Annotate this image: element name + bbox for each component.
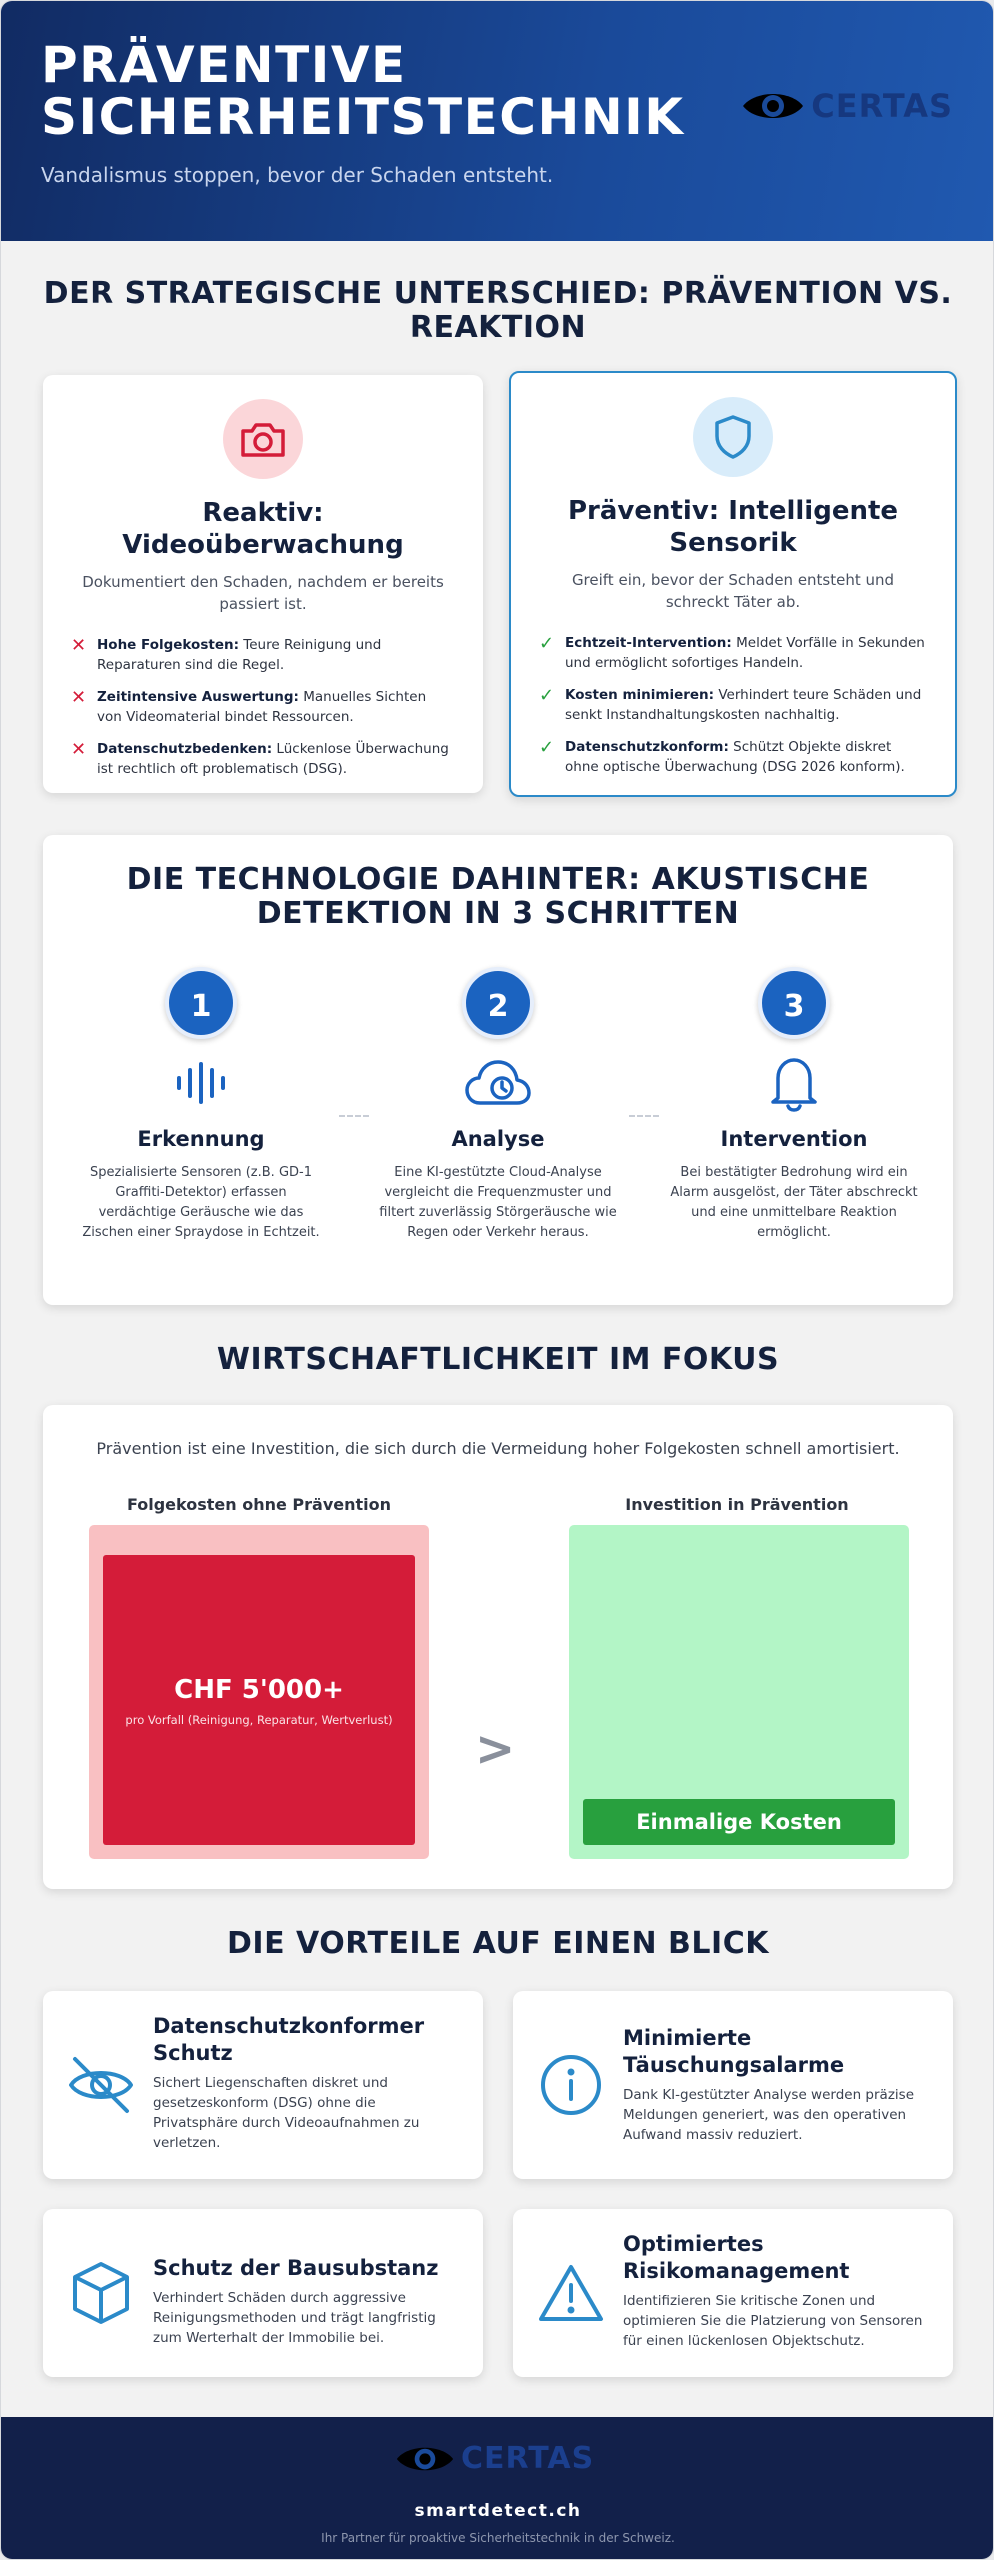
preventive-points bbox=[539, 633, 927, 777]
footer-tagline: Ihr Partner für proaktive Sicherheitstechnik in der Schweiz. bbox=[321, 2531, 675, 2545]
preventive-card bbox=[509, 371, 957, 797]
economics-title: WIRTSCHAFTLICHKEIT IM FOKUS bbox=[216, 1342, 780, 1377]
warning-icon bbox=[537, 2259, 605, 2327]
list-item: ✓ Kosten minimieren: Verhindert teure Schäden und senkt Instandhaltungskosten nachhaltig. bbox=[539, 685, 922, 723]
step-text: Spezialisierte Sensoren (z.B. GD-1 Graffiti-Detektor) erfassen verdächtige Geräusche wie das Zischen einer Spraydose in Echtzeit. bbox=[82, 1165, 320, 1240]
camera-icon bbox=[223, 399, 303, 479]
hero-header bbox=[1, 1, 993, 241]
benefit-title: Minimierte Täuschungsalarme bbox=[623, 2026, 845, 2077]
page-title: PRÄVENTIVE SICHERHEITSTECHNIK bbox=[41, 36, 685, 146]
step-number: 3 bbox=[758, 967, 830, 1039]
technology-card bbox=[43, 835, 953, 1305]
list-item: ✓ Echtzeit-Intervention: Meldet Vorfälle in Sekunden und ermöglicht sofortiges Handeln. bbox=[539, 633, 925, 671]
benefit-text: Dank KI-gestützter Analyse werden präzise Meldungen generiert, was den operativen Aufwand massiv reduziert. bbox=[623, 2087, 915, 2143]
page-subtitle: Vandalismus stoppen, bevor der Schaden entsteht. bbox=[41, 163, 554, 187]
reactive-heading: Reaktiv: Videoüberwachung bbox=[122, 498, 404, 560]
benefit-card bbox=[513, 2209, 953, 2377]
step-title: Erkennung bbox=[137, 1127, 265, 1151]
footer-url[interactable]: smartdetect.ch bbox=[414, 2501, 582, 2521]
eye-logo-icon bbox=[741, 88, 805, 124]
economics-intro: Prävention ist eine Investition, die sich durch die Vermeidung hoher Folgekosten schnell amortisiert. bbox=[96, 1439, 900, 1458]
brand-logo bbox=[741, 87, 953, 125]
check-icon: ✓ bbox=[539, 633, 555, 654]
step-title: Analyse bbox=[451, 1127, 545, 1151]
shield-icon bbox=[693, 397, 773, 477]
bell-icon bbox=[669, 1053, 919, 1113]
cube-icon bbox=[67, 2259, 135, 2327]
cross-icon: ✕ bbox=[71, 635, 87, 656]
benefit-title: Datenschutzkonformer Schutz bbox=[153, 2014, 425, 2065]
check-icon: ✓ bbox=[539, 737, 555, 758]
list-item: ✕ Hohe Folgekosten: Teure Reinigung und Reparaturen sind die Regel. bbox=[71, 635, 382, 673]
step-text: Eine KI-gestützte Cloud-Analyse vergleicht die Frequenzmuster und filtert zuverlässig Störgeräusche wie Regen oder Verkehr heraus. bbox=[379, 1165, 617, 1240]
comparison-symbol: > bbox=[475, 1721, 516, 1777]
economics-card bbox=[43, 1405, 953, 1889]
benefit-title: Optimiertes Risikomanagement bbox=[623, 2232, 850, 2283]
cross-icon: ✕ bbox=[71, 687, 87, 708]
step-text: Bei bestätigter Bedrohung wird ein Alarm ausgelöst, der Täter abschreckt und eine unmittelbare Reaktion ermöglicht. bbox=[670, 1165, 918, 1240]
step-connector bbox=[339, 1115, 369, 1117]
cost-bar bbox=[103, 1555, 415, 1845]
reactive-desc: Dokumentiert den Schaden, nachdem er bereits passiert ist. bbox=[82, 573, 444, 613]
step-2 bbox=[373, 967, 623, 1243]
technology-title: DIE TECHNOLOGIE DAHINTER: AKUSTISCHE DETEKTION IN 3 SCHRITTEN bbox=[126, 862, 870, 931]
step-title: Intervention bbox=[720, 1127, 868, 1151]
check-icon: ✓ bbox=[539, 685, 555, 706]
benefit-title: Schutz der Bausubstanz bbox=[153, 2256, 439, 2280]
footer bbox=[1, 2417, 994, 2560]
preventive-heading: Präventiv: Intelligente Sensorik bbox=[567, 496, 899, 558]
right-bar-label: Investition in Prävention bbox=[625, 1495, 849, 1514]
step-number: 1 bbox=[165, 967, 237, 1039]
cloud-clock-icon bbox=[373, 1053, 623, 1113]
investment-bar: Einmalige Kosten bbox=[583, 1799, 895, 1845]
step-3 bbox=[669, 967, 919, 1243]
list-item: ✕ Datenschutzbedenken: Lückenlose Überwachung ist rechtlich oft problematisch (DSG). bbox=[71, 739, 449, 777]
investment-bar-container bbox=[569, 1525, 909, 1859]
cost-amount: CHF 5'000+ bbox=[174, 1675, 344, 1705]
step-connector bbox=[629, 1115, 659, 1117]
benefit-text: Sichert Liegenschaften diskret und gesetzeskonform (DSG) ohne die Privatsphäre durch Videoaufnahmen zu verletzen. bbox=[153, 2075, 420, 2151]
reactive-points bbox=[71, 635, 455, 779]
list-item: ✓ Datenschutzkonform: Schützt Objekte diskret ohne optische Überwachung (DSG 2026 konform). bbox=[539, 737, 905, 775]
step-1 bbox=[76, 967, 326, 1243]
benefit-card bbox=[513, 1991, 953, 2179]
cost-bar-container bbox=[89, 1525, 429, 1859]
eye-logo-icon bbox=[395, 2442, 455, 2476]
cost-note: pro Vorfall (Reinigung, Reparatur, Wertverlust) bbox=[125, 1713, 393, 1727]
footer-brand-logo bbox=[395, 2441, 594, 2476]
steps bbox=[43, 967, 953, 1287]
benefit-card bbox=[43, 2209, 483, 2377]
list-item: ✕ Zeitintensive Auswertung: Manuelles Sichten von Videomaterial bindet Ressourcen. bbox=[71, 687, 427, 725]
info-icon bbox=[537, 2051, 605, 2119]
brand-name: CERTAS bbox=[811, 87, 953, 125]
waveform-icon bbox=[76, 1053, 326, 1113]
cross-icon: ✕ bbox=[71, 739, 87, 760]
step-number: 2 bbox=[462, 967, 534, 1039]
footer-brand-name: CERTAS bbox=[461, 2441, 595, 2476]
comparison-title: DER STRATEGISCHE UNTERSCHIED: PRÄVENTION VS. REAKTION bbox=[43, 276, 953, 345]
reactive-card bbox=[43, 375, 483, 793]
benefit-text: Verhindert Schäden durch aggressive Reinigungsmethoden und trägt langfristig zum Werterhalt der Immobilie bei. bbox=[153, 2290, 436, 2346]
benefit-card bbox=[43, 1991, 483, 2179]
preventive-desc: Greift ein, bevor der Schaden entsteht und schreckt Täter ab. bbox=[571, 571, 895, 611]
left-bar-label: Folgekosten ohne Prävention bbox=[126, 1495, 392, 1514]
benefits-title: DIE VORTEILE AUF EINEN BLICK bbox=[227, 1926, 769, 1961]
eye-slash-icon bbox=[67, 2051, 135, 2119]
benefit-text: Identifizieren Sie kritische Zonen und optimieren Sie die Platzierung von Sensoren für einen lückenlosen Objektschutz. bbox=[623, 2293, 923, 2349]
